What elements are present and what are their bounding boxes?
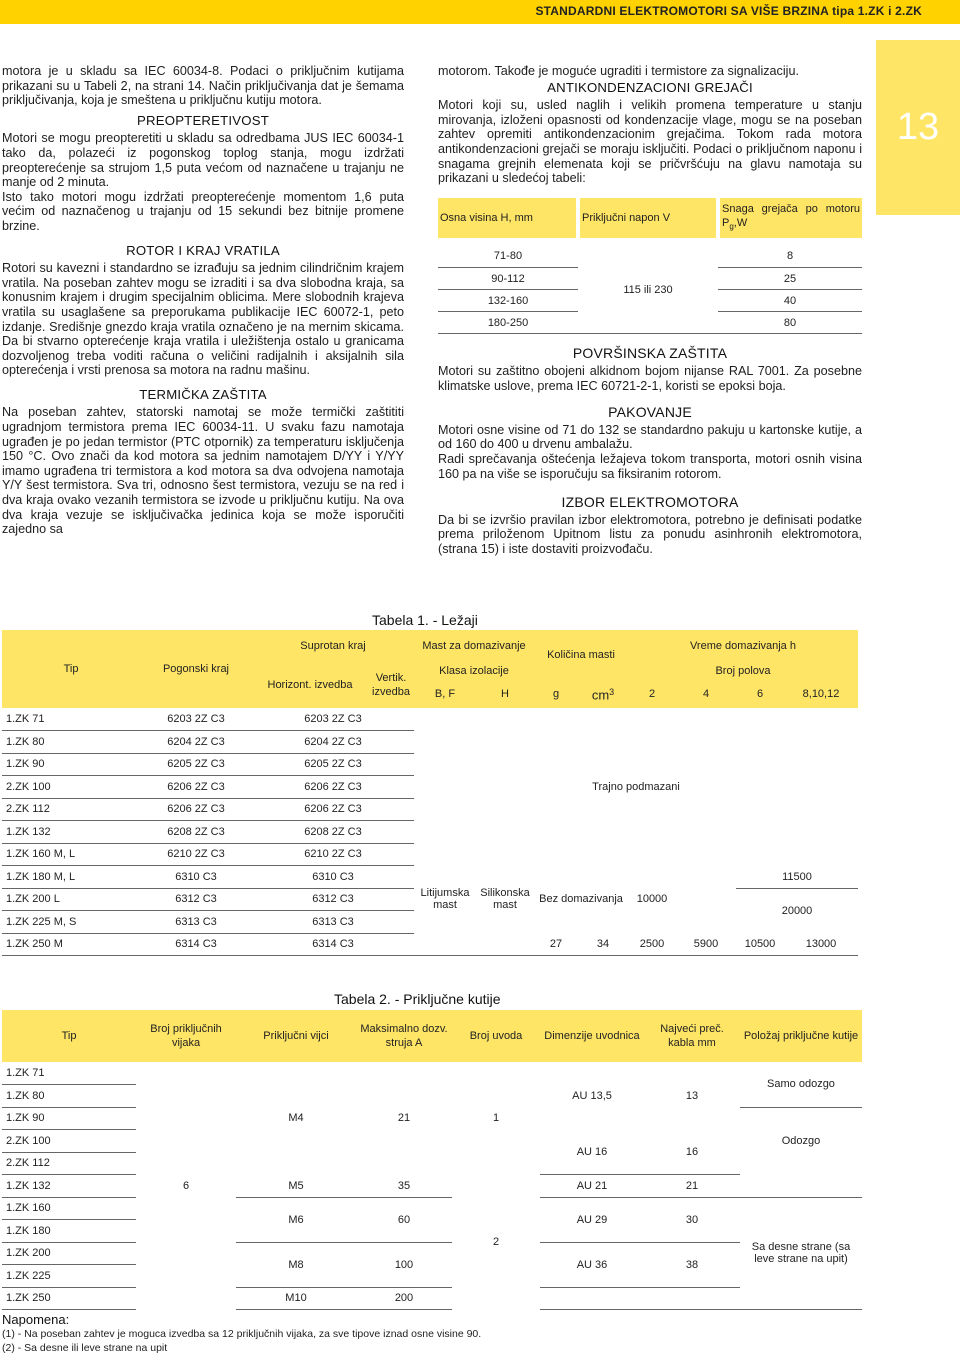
t1-h-g: g (534, 680, 578, 708)
t1-h-klasa: Klasa izolacije (414, 662, 534, 680)
t1-h-vreme: Vreme domazivanja h (628, 630, 858, 662)
left-intro: motora je u skladu sa IEC 60034-8. Podaci o priključnim kutijama prikazani su u Tabeli 2, na strani 14. Način priključivanja dat je šemama priključivanja, koja je smeštena u priključnu kutiju motora. (2, 64, 404, 108)
t2-tip: 1.ZK 180 (2, 1220, 136, 1243)
t1-h-vertik: Vertik. izvedba (368, 662, 414, 708)
t2-h-kabla: Najveći preč. kabla mm (644, 1010, 740, 1062)
t1-last-p4: 5900 (676, 933, 736, 956)
section-title-pakovanje: PAKOVANJE (608, 404, 692, 421)
right-intro: motorom. Takođe je moguće ugraditi i termistore za signalizaciju. (438, 64, 799, 78)
heater-header-osna: Osna visina H, mm (438, 198, 578, 238)
povrsinska-text: Motori su zaštitno obojeni alkidnom bojom nijanse RAL 7001. Za posebne klimatske uslove, prema IEC 60721-2-1, koristi se epoksi boja. (438, 364, 862, 393)
t1-tip: 1.ZK 200 L (2, 888, 140, 911)
termicka-text: Na poseban zahtev, statorski namotaj se može termički zaštititi ugradnjom termistora prema IEC 60034-11. U svaku fazu namotaja ugrađen je po jedan termistor (PTC otpornik) za temperaturu isključenja 150 °C. Ovo znači da kod motora sa jednim namotajem D/YY i Y/YY imamo ugrađena tri termistora a kod motora sa dva odvojena namotaja Y/Y šest termistora. Sva tri, odnosno šest termistora, vezuju se na red i dva kraja ovako vezanih termistora se izvode u priključnu kutiju. Na ova dva kraja vezuje se isključivačka jedinica koja se može isporučiti zajedno sa (2, 405, 404, 537)
page-tab (876, 40, 960, 215)
t1-h-pogonski: Pogonski kraj (140, 630, 252, 708)
t1-pog: 6208 2Z C3 (140, 821, 252, 844)
t2-kabla-16: 16 (644, 1130, 740, 1175)
t2-h-uvoda: Broj uvoda (452, 1010, 540, 1062)
t2-tip: 2.ZK 112 (2, 1152, 136, 1175)
t2-h-tip: Tip (2, 1010, 136, 1062)
section-title-rotor: ROTOR I KRAJ VRATILA (126, 242, 280, 258)
t2-kabla-38: 38 (644, 1242, 740, 1287)
header-bar (0, 0, 960, 24)
heater-table (438, 198, 862, 335)
t1-10000: 10000 (636, 893, 668, 906)
t1-last-p6: 10500 (736, 933, 784, 956)
heater-header-snaga-b: ,W (733, 216, 748, 229)
t1-h-cm (578, 680, 628, 708)
section-title-izbor: IZBOR ELEKTROMOTORA (561, 494, 739, 511)
t2-struja-35: 35 (356, 1175, 452, 1198)
heater-cell-h: 132-160 (438, 290, 578, 312)
heater-cell-h: 180-250 (438, 312, 578, 334)
t1-sup: 6206 2Z C3 (252, 776, 414, 799)
t1-pog: 6204 2Z C3 (140, 731, 252, 754)
t2-kabla-21: 21 (644, 1175, 740, 1198)
table-row (2, 1197, 862, 1220)
t1-pog: 6205 2Z C3 (140, 753, 252, 776)
t2-h-vijci: Priključni vijci (236, 1010, 356, 1062)
t2-tip: 2.ZK 100 (2, 1130, 136, 1153)
section-title-termicka: TERMIČKA ZAŠTITA (139, 386, 267, 402)
table-row (2, 1287, 862, 1310)
t2-h-polozaj: Položaj priključne kutije (740, 1010, 862, 1062)
t2-dim-au36: AU 36 (540, 1242, 644, 1287)
right-column (438, 64, 862, 557)
t1-last-g: 27 (534, 933, 578, 956)
t1-silikonska: Silikonska mast (480, 887, 530, 912)
t2-kabla-13: 13 (685, 1089, 699, 1102)
t1-last-p2: 2500 (628, 933, 676, 956)
t2-vijci-m6: M6 (236, 1197, 356, 1242)
left-column (2, 64, 404, 537)
t1-sup: 6208 2Z C3 (252, 821, 414, 844)
t1-h-cm-base: cm (591, 687, 610, 703)
t2-struja-200: 200 (356, 1287, 452, 1310)
notes (2, 1313, 481, 1355)
table1-lezaji (2, 630, 858, 956)
table1-caption: Tabela 1. - Ležaji (372, 612, 478, 628)
t1-h-cm-sup: 3 (609, 686, 615, 697)
t1-tip: 1.ZK 90 (2, 753, 140, 776)
heater-cell-p: 8 (718, 246, 862, 268)
table2-caption: Tabela 2. - Priključne kutije (334, 991, 501, 1007)
t1-sup: 6205 2Z C3 (252, 753, 414, 776)
t1-h-p2: 2 (628, 680, 676, 708)
t1-last-cm: 34 (578, 933, 628, 956)
izbor-text: Da bi se izvršio pravilan izbor elektromotora, potrebno je definisati podatke prema priloženom Upitnom listu za ponudu asinhronih elektromotora, (strana 15) i iste dostaviti proizvođaču. (438, 512, 862, 556)
t1-sup: 6206 2Z C3 (252, 798, 414, 821)
page-number: 13 (896, 106, 940, 148)
t2-struja-100: 100 (356, 1242, 452, 1287)
t1-h-kolicina: Količina masti (534, 630, 628, 680)
heater-cell-h: 90-112 (438, 268, 578, 290)
t2-h-broj-vijaka: Broj priključnih vijaka (136, 1010, 236, 1062)
notes-title: Napomena: (2, 1312, 70, 1327)
t1-tip: 1.ZK 160 M, L (2, 843, 140, 866)
t1-tip: 1.ZK 180 M, L (2, 866, 140, 889)
t1-h-horizont: Horizont. izvedba (252, 662, 368, 708)
pakovanje-text-2: Radi sprečavanja oštećenja ležajeva tokom transporta, motori osnih visina 160 pa na više se isporučuju sa fiksiranim rotorom. (438, 452, 862, 481)
t2-struja-60: 60 (356, 1197, 452, 1242)
t1-h-tip: Tip (2, 630, 140, 708)
t1-pog: 6312 C3 (140, 888, 252, 911)
t1-h-p4: 4 (676, 680, 736, 708)
t1-tip: 1.ZK 250 M (2, 933, 140, 956)
table-row (2, 1242, 862, 1265)
t2-dim-au29: AU 29 (540, 1197, 644, 1242)
t1-20000: 20000 (781, 904, 813, 917)
heater-cell-p: 40 (718, 290, 862, 312)
note-1: (1) - Na poseban zahtev je moguca izvedba sa 12 priključnih vijaka, za sve tipove iznad osne visine 90. (2, 1328, 482, 1340)
t1-sup: 6313 C3 (252, 911, 414, 934)
section-title-povrsinska: POVRŠINSKA ZAŠTITA (572, 345, 728, 362)
t2-tip: 1.ZK 132 (2, 1175, 136, 1198)
t1-bez: Bez domazivanja (539, 893, 623, 906)
heater-header-snaga-sub: g (729, 221, 734, 231)
t2-tip: 1.ZK 225 (2, 1265, 136, 1288)
table2-prikljucne-kutije (2, 1010, 862, 1310)
note-2: (2) - Sa desne ili leve strane na upit (2, 1342, 168, 1354)
t1-pog: 6314 C3 (140, 933, 252, 956)
t1-pog: 6203 2Z C3 (140, 708, 252, 731)
t1-11500: 11500 (736, 866, 858, 889)
t2-uvoda-2: 2 (492, 1236, 500, 1248)
heater-header-napon: Priključni napon V (578, 198, 718, 238)
heater-cell-voltage: 115 ili 230 (623, 283, 673, 296)
t1-pog: 6310 C3 (140, 866, 252, 889)
t1-sup: 6314 C3 (252, 933, 414, 956)
antikondenzacioni-text: Motori koji su, usled naglih i velikih promena temperature u stanju mirovanja, izloženi opasnosti od kondenzacije vlage, mogu se na poseban zahtev opremiti antikondenzacionim grejačima. Tokom rada motora antikondenzacioni grejači se moraju isključiti. Podaci o priključnom naponu i snagama grejnih elemenata koji se pričvršćuju na glavu namotaja su prikazani u sledećoj tabeli: (438, 98, 862, 186)
heater-row (438, 312, 862, 334)
section-title-preopteretivost: PREOPTERETIVOST (137, 112, 269, 128)
t1-sup: 6210 2Z C3 (252, 843, 414, 866)
heater-header-snaga-a: Snaga grejača po motoru P (722, 202, 860, 229)
t1-trajno: Trajno podmazani (592, 780, 680, 793)
t1-h-p8: 8,10,12 (784, 680, 858, 708)
t1-h-suprotan: Suprotan kraj (252, 630, 414, 662)
t1-h-mast: Mast za domazivanje (414, 630, 534, 662)
t2-dim-au135: AU 13,5 (572, 1089, 612, 1102)
t2-tip: 1.ZK 200 (2, 1242, 136, 1265)
t2-tip: 1.ZK 90 (2, 1107, 136, 1130)
table-row (2, 1175, 862, 1198)
preopteretivost-text-2: Isto tako motori mogu izdržati preopterećenje momentom 1,6 puta većim od naznačenog u trajanju od 15 sekundi bez bitnije promene brzine. (2, 189, 404, 233)
t1-h-bf: B, F (414, 680, 476, 708)
t1-sup: 6203 2Z C3 (252, 708, 414, 731)
t1-pog: 6210 2Z C3 (140, 843, 252, 866)
t2-polozaj-desne: Sa desne strane (sa leve strane na upit) (740, 1197, 862, 1310)
heater-cell-p: 80 (718, 312, 862, 334)
t2-h-dim: Dimenzije uvodnica (540, 1010, 644, 1062)
t2-polozaj-samo-odozgo: Samo odozgo (740, 1062, 862, 1107)
t1-sup: 6312 C3 (252, 888, 414, 911)
t2-tip: 1.ZK 160 (2, 1197, 136, 1220)
t1-sup: 6204 2Z C3 (252, 731, 414, 754)
table-row (2, 933, 858, 956)
t1-tip: 2.ZK 100 (2, 776, 140, 799)
t1-tip: 1.ZK 132 (2, 821, 140, 844)
t1-sup: 6310 C3 (252, 866, 414, 889)
t1-tip: 1.ZK 80 (2, 731, 140, 754)
t1-litijumska: Litijumska mast (420, 887, 470, 912)
t2-tip: 1.ZK 80 (2, 1085, 136, 1108)
t2-struja-21: 21 (397, 1112, 411, 1125)
t2-h-struja: Maksimalno dozv. struja A (356, 1010, 452, 1062)
t2-tip: 1.ZK 71 (2, 1062, 136, 1085)
t2-vijci-m8: M8 (236, 1242, 356, 1287)
pakovanje-text-1: Motori osne visine od 71 do 132 se standardno pakuju u kartonske kutije, a od 160 do 400 u drvenu ambalažu. (438, 422, 862, 452)
t2-vijci-m4: M4 (288, 1112, 304, 1125)
table-row (2, 866, 858, 889)
heater-cell-h: 71-80 (438, 246, 578, 268)
t1-h-p6: 6 (736, 680, 784, 708)
t1-h-h: H (476, 680, 534, 708)
t1-tip: 2.ZK 112 (2, 798, 140, 821)
t1-pog: 6206 2Z C3 (140, 798, 252, 821)
t1-pog: 6206 2Z C3 (140, 776, 252, 799)
t2-kabla-30: 30 (644, 1197, 740, 1242)
header-title: STANDARDNI ELEKTROMOTORI SA VIŠE BRZINA tipa 1.ZK i 2.ZK (535, 4, 922, 18)
t1-pog: 6313 C3 (140, 911, 252, 934)
t2-uvoda-1: 1 (492, 1112, 500, 1125)
t1-h-broj-polova: Broj polova (628, 662, 858, 680)
t2-vijci-m10: M10 (236, 1287, 356, 1310)
t2-dim-au16: AU 16 (540, 1130, 644, 1175)
t2-broj-vijaka: 6 (182, 1179, 190, 1192)
table-row (2, 708, 858, 731)
t2-vijci-m5: M5 (236, 1175, 356, 1198)
rotor-text: Rotori su kavezni i standardno se izrađuju sa jednim cilindričnim krajem vratila. Na poseban zahtev mogu se izraditi i sa dva slobodna kraja, sa konusnim krajem i drugim specijalnim oblicima. Mere slobodnih krajeva vratila su usaglašene sa preporukama publikacije IEC 60072-1, peto izdanje. Središnje gnezdo kraja vratila označeno je na mernim skicama. Da bi stvarno opterećenje kraja vratila i uležištenja ostalo u granicama dozvoljenog treba voditi računa o veličini radijalnih i aksijalnih sila opterećenja i vrsti prenosa sa motora na radnu mašinu. (2, 261, 404, 378)
preopteretivost-text-1: Motori se mogu preopteretiti u skladu sa odredbama JUS IEC 60034-1 tako da, polazeći iz pogonskog toplog stanja, mogu izdržati preopterećenje sa strujom 1,5 puta većom od naznačene u trajanju ne manje od 2 minuta. (2, 131, 404, 190)
heater-row (438, 246, 862, 268)
heater-row (438, 268, 862, 290)
heater-header-snaga (718, 198, 862, 238)
t2-polozaj-odozgo: Odozgo (781, 1135, 821, 1147)
t2-dim-au21: AU 21 (540, 1175, 644, 1198)
t1-tip: 1.ZK 71 (2, 708, 140, 731)
t1-tip: 1.ZK 225 M, S (2, 911, 140, 934)
heater-cell-p: 25 (718, 268, 862, 290)
t2-tip: 1.ZK 250 (2, 1287, 136, 1310)
section-title-antikondenzacioni: ANTIKONDENZACIONI GREJAČI (547, 79, 753, 95)
t1-last-p8: 13000 (784, 933, 858, 956)
table-row (2, 1062, 862, 1085)
